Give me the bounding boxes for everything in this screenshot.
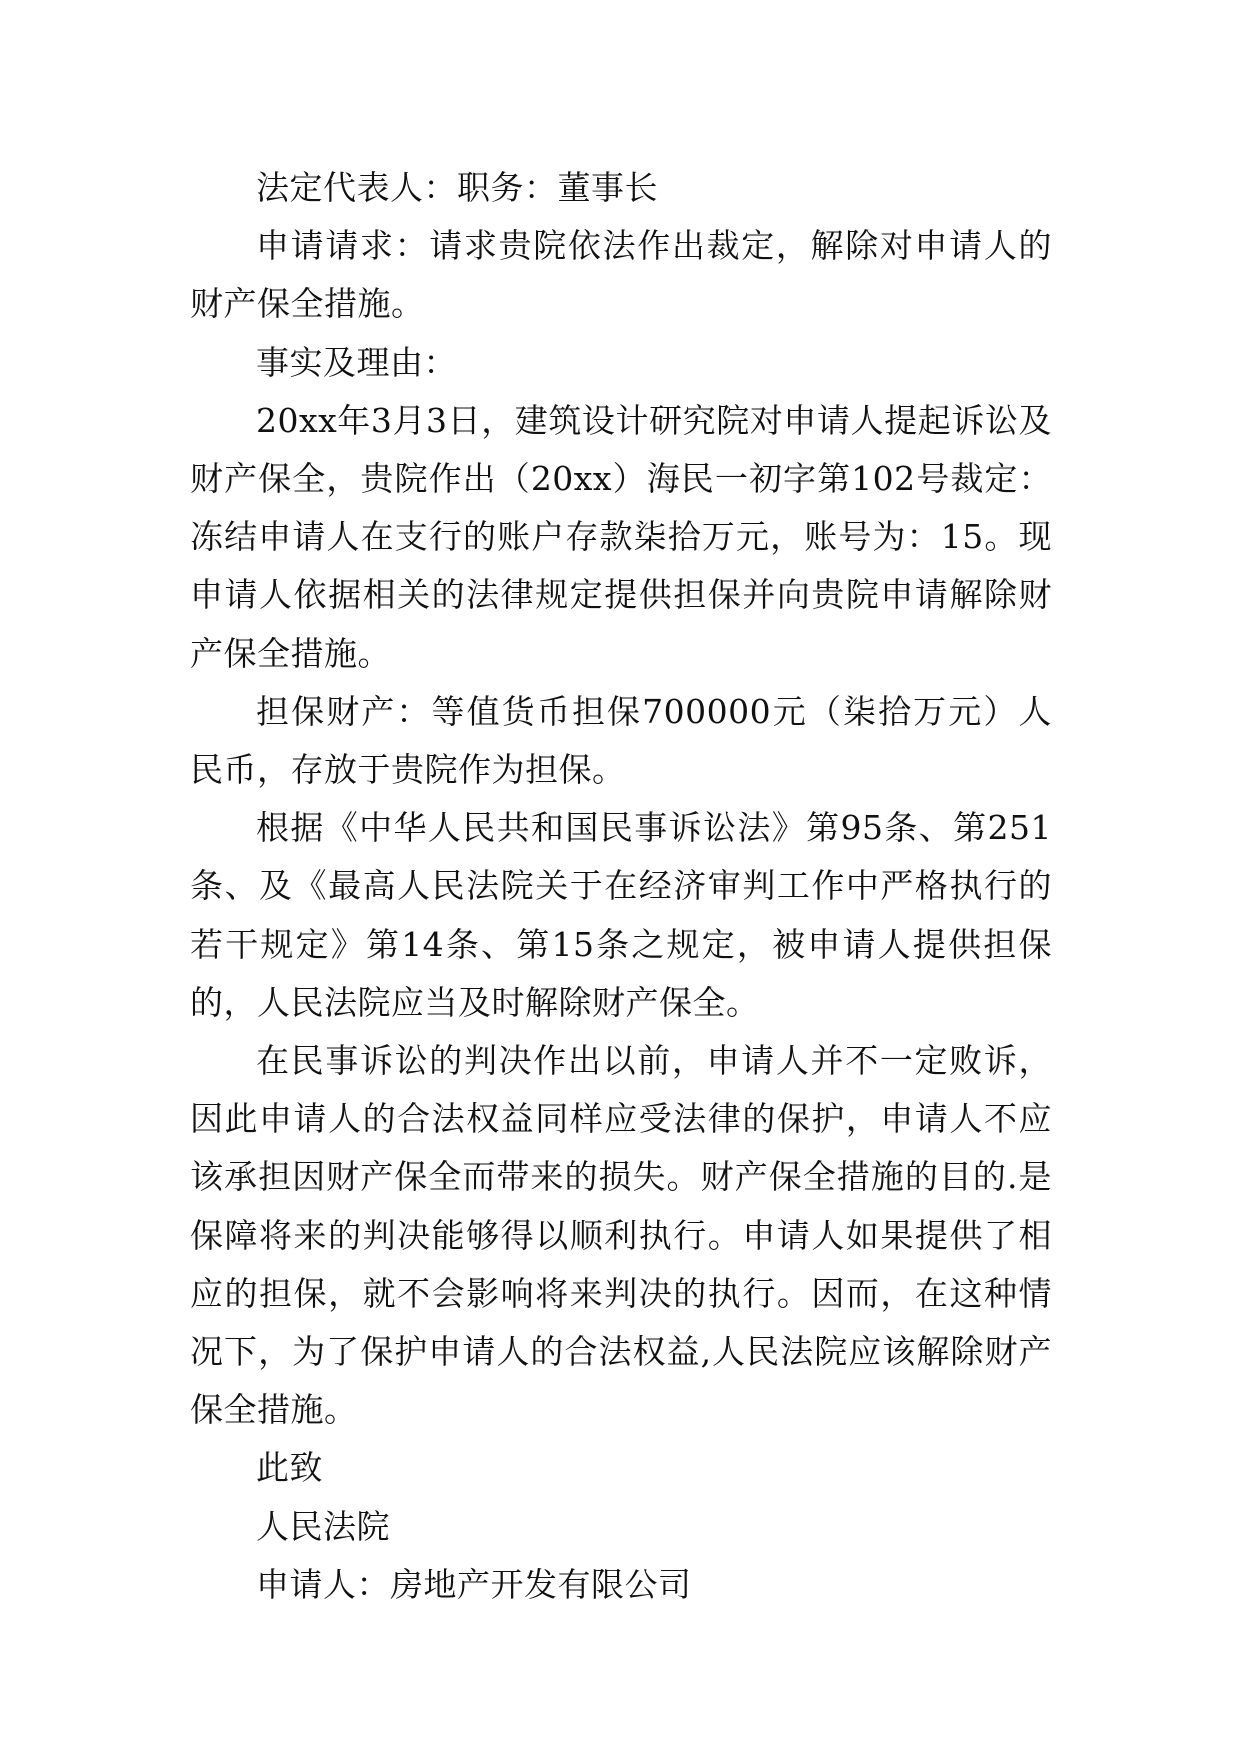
addressee-line: 人民法院 [256, 1506, 390, 1546]
facts-paragraph: 20xx年3月3日，建筑设计研究院对申请人提起诉讼及财产保全，贵院作出（20xx）海民一初字第102号裁定：冻结申请人在支行的账户存款柒拾万元，账号为：15。现申请人依据相关的法律规定提供担保并向贵院申请解除财产保全措施。 [190, 400, 1052, 673]
legal-basis-paragraph: 根据《中华人民共和国民事诉讼法》第95条、第251条、及《最高人民法院关于在经济审判工作中严格执行的若干规定》第14条、第15条之规定，被申请人提供担保的，人民法院应当及时解除财产保全。 [190, 808, 1052, 1022]
argument-paragraph: 在民事诉讼的判决作出以前，申请人并不一定败诉，因此申请人的合法权益同样应受法律的保护，申请人不应该承担因财产保全而带来的损失。财产保全措施的目的.是保障将来的判决能够得以顺利执行。申请人如果提供了相应的担保，就不会影响将来判决的执行。因而，在这种情况下，为了保护申请人的合法权益,人民法院应该解除财产保全措施。 [190, 1041, 1052, 1430]
legal-representative-line: 法定代表人：职务：董事长 [256, 168, 658, 207]
salutation-line: 此致 [256, 1448, 323, 1488]
application-request-paragraph: 申请请求：请求贵院依法作出裁定，解除对申请人的财产保全措施。 [190, 226, 1052, 324]
guarantee-property-paragraph: 担保财产：等值货币担保700000元（柒拾万元）人民币，存放于贵院作为担保。 [190, 691, 1052, 790]
applicant-signature-line: 申请人：房地产开发有限公司 [256, 1564, 692, 1604]
facts-and-reasons-heading: 事实及理由： [256, 342, 457, 382]
document-body [190, 159, 1052, 1614]
